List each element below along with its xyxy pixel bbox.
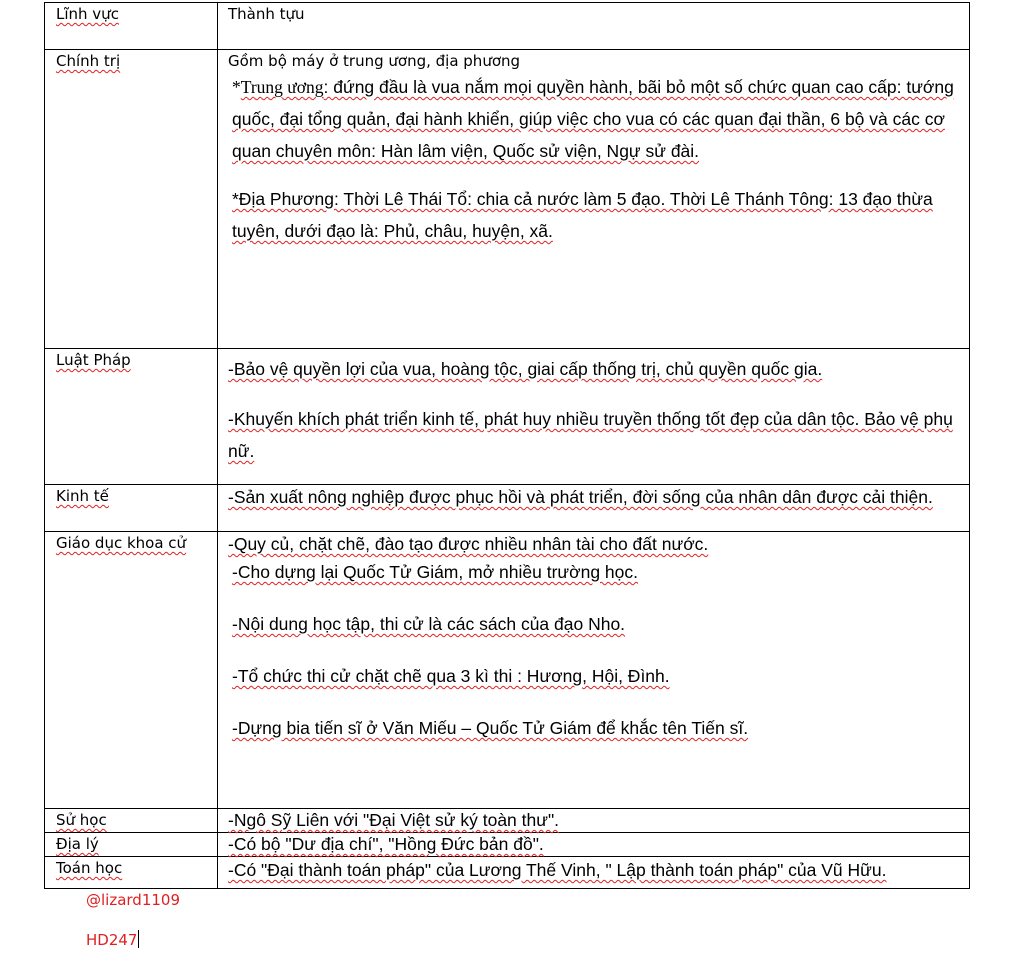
achievements-table: [44, 2, 970, 889]
politics-label: Chính trị: [45, 50, 218, 348]
geography-label: Địa lý: [45, 833, 218, 856]
spacer: [232, 167, 969, 183]
education-label: Giáo dục khoa cử: [45, 532, 218, 808]
education-p4: -Tổ chức thi cử chặt chẽ qua 3 kì thi : Hương, Hội, Đình.: [232, 666, 670, 686]
law-content: [218, 349, 969, 484]
economy-p1: -Sản xuất nông nghiệp được phục hồi và phát triển, đời sống của nhân dân được cải thiện.: [228, 487, 933, 507]
header-field: Lĩnh vực: [45, 3, 218, 49]
law-p2: -Khuyến khích phát triển kinh tế, phát huy nhiều truyền thống tốt đẹp của dân tộc. Bảo vệ phụ nữ.: [228, 409, 953, 461]
watermark-user: @lizard1109: [86, 891, 180, 909]
education-p3: -Nội dung học tập, thi cử là các sách của đạo Nho.: [232, 614, 626, 634]
header-achievement: Thành tựu: [228, 5, 305, 23]
row-history: [45, 808, 969, 832]
math-p1: -Có "Đại thành toán pháp" của Lương Thế Vinh, " Lập thành toán pháp" của Vũ Hữu.: [228, 860, 887, 880]
watermark-code: HD247: [86, 931, 138, 949]
spacer: [232, 588, 969, 608]
row-math: [45, 856, 969, 888]
table-header-row: [45, 3, 969, 49]
history-p1: -Ngô Sỹ Liên với "Đại Việt sử ký toàn thư".: [228, 810, 560, 830]
politics-local: *Địa Phương: Thời Lê Thái Tổ: chia cả nước làm 5 đạo. Thời Lê Thánh Tông: 13 đạo thừa tuyên, dưới đạo là: Phủ, châu, huyện, xã.: [232, 189, 933, 241]
text-cursor: [138, 930, 139, 948]
economy-content: [218, 485, 969, 531]
politics-central-block: [228, 71, 969, 247]
education-list: [228, 556, 969, 744]
row-law: [45, 348, 969, 484]
row-geography: [45, 832, 969, 856]
math-label: Toán học: [45, 857, 218, 888]
spacer: [228, 385, 969, 403]
law-p1: -Bảo vệ quyền lợi của vua, hoàng tộc, giai cấp thống trị, chủ quyền quốc gia.: [228, 359, 823, 379]
spacer: [232, 640, 969, 660]
geography-p1: -Có bộ "Dư địa chí", "Hồng Đức bản đồ".: [228, 834, 544, 854]
politics-central: *Trung ương: đứng đầu là vua nắm mọi quyền hành, bãi bỏ một số chức quan cao cấp: tướng quốc, đại tổng quản, đại hành khiển, giúp việc cho vua có các quan đại thần, 6 bộ và các cơ quan chuyên môn: Hàn lâm viện, Quốc sử viện, Ngự sử đài.: [232, 77, 954, 161]
geography-content: [218, 833, 969, 856]
education-p5: -Dựng bia tiến sĩ ở Văn Miếu – Quốc Tử Giám để khắc tên Tiến sĩ.: [232, 718, 749, 738]
economy-label: Kinh tế: [45, 485, 218, 531]
education-p2: -Cho dựng lại Quốc Tử Giám, mở nhiều trường học.: [232, 562, 638, 582]
row-education: [45, 531, 969, 808]
history-label: Sử học: [45, 809, 218, 832]
politics-content: [218, 50, 969, 348]
row-politics: [45, 49, 969, 348]
row-economy: [45, 484, 969, 531]
history-content: [218, 809, 969, 832]
spacer: [232, 692, 969, 712]
math-content: [218, 857, 969, 888]
education-content: [218, 532, 969, 808]
law-label: Luật Pháp: [45, 349, 218, 484]
education-p1: -Quy củ, chặt chẽ, đào tạo được nhiều nhân tài cho đất nước.: [228, 534, 709, 554]
politics-intro: Gồm bộ máy ở trung ương, địa phương: [228, 52, 521, 70]
